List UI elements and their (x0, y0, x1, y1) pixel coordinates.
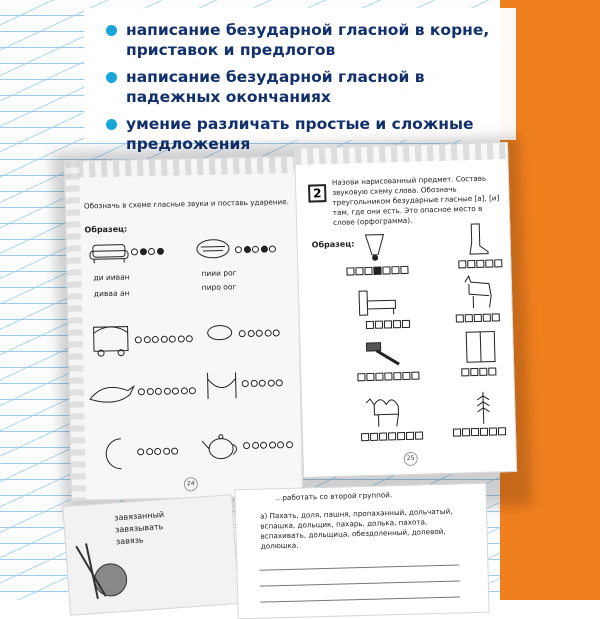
sample-word: диваа ан (94, 289, 130, 300)
workbook-right-page (294, 142, 517, 478)
skills-banner (84, 8, 516, 140)
hammock-icon (203, 370, 240, 401)
sofa-icon (89, 241, 129, 266)
answer-line (260, 580, 460, 586)
boot-scheme (458, 259, 503, 268)
lower-right-page (234, 483, 489, 619)
wheat-scheme (453, 427, 507, 437)
word-item: завязь (116, 535, 144, 547)
chest-scheme (135, 335, 193, 343)
task-number-box: 2 (308, 184, 326, 202)
workbook-left-page (64, 156, 303, 501)
hammer-scheme (357, 372, 420, 382)
teapot-icon (201, 428, 242, 463)
camel-icon (364, 392, 409, 429)
lower-header: ...работать со второй группой. (275, 488, 475, 503)
teapot-scheme (243, 441, 293, 449)
sample-word: ди ииван (93, 273, 129, 284)
lower-left-page (62, 494, 239, 616)
sample-word: пиро оог (202, 282, 237, 293)
boot-icon (465, 222, 490, 257)
camel-scheme (361, 431, 424, 441)
bullet-dot-icon (106, 119, 117, 130)
answer-line (259, 564, 459, 570)
hammock-scheme (242, 379, 283, 387)
wardrobe-scheme (461, 367, 497, 376)
lemon-icon (204, 322, 234, 343)
word-item: завязывать (115, 522, 164, 535)
left-sample-label: Образец: (84, 225, 127, 236)
bullet-dot-icon (106, 72, 117, 83)
lower-task-text: а) Пахать, доля, пашня, пропаханный, дольчатый, вспашка, дольщик, пахарь, долька, пахота, вспахивать, дольщица, обездоленный, долевой, долюшка. (260, 506, 471, 551)
wheat-icon (472, 388, 495, 427)
left-instruction: Обозначь в схеме гласные звуки и поставь ударение. (84, 197, 289, 211)
yarn-ball-icon (72, 539, 132, 603)
right-instruction: Назови нарисованный предмет. Составь звуковую схему слова. Обозначь треугольником безударные гласные [а], [и] там, где они есть. Это опасное место в слове (орфограмма). (332, 173, 505, 228)
goat-scheme (456, 313, 501, 322)
page-ornament (295, 143, 507, 165)
page-number: 25 (404, 452, 418, 466)
right-sample-label: Образец: (312, 239, 355, 250)
shuttlecock-scheme (346, 266, 409, 276)
moon-icon (101, 437, 132, 472)
pie-scheme (235, 245, 276, 253)
dolphin-icon (88, 378, 137, 409)
bed-scheme (366, 320, 411, 329)
pie-icon (195, 236, 231, 261)
word-item: завязанный (114, 510, 164, 523)
bullet-item: написание безударной гласной в падежных окончаниях (106, 67, 506, 107)
bullet-item: написание безударной гласной в корне, приставок и предлогов (106, 20, 506, 60)
shuttlecock-icon (363, 232, 386, 263)
page-ornament (65, 157, 295, 178)
goat-icon (459, 273, 500, 310)
sample-word: пиии рог (201, 268, 236, 279)
bed-icon (357, 286, 398, 317)
lemon-scheme (239, 329, 280, 337)
hammer-icon (362, 340, 403, 369)
chest-icon (90, 321, 131, 358)
page-number: 24 (184, 477, 198, 491)
wardrobe-icon (464, 329, 497, 364)
sofa-scheme (131, 248, 164, 256)
dolphin-scheme (138, 387, 196, 395)
bullet-dot-icon (106, 25, 117, 36)
bullet-item: умение различать простые и сложные предложения (106, 114, 506, 154)
moon-scheme (137, 448, 178, 456)
